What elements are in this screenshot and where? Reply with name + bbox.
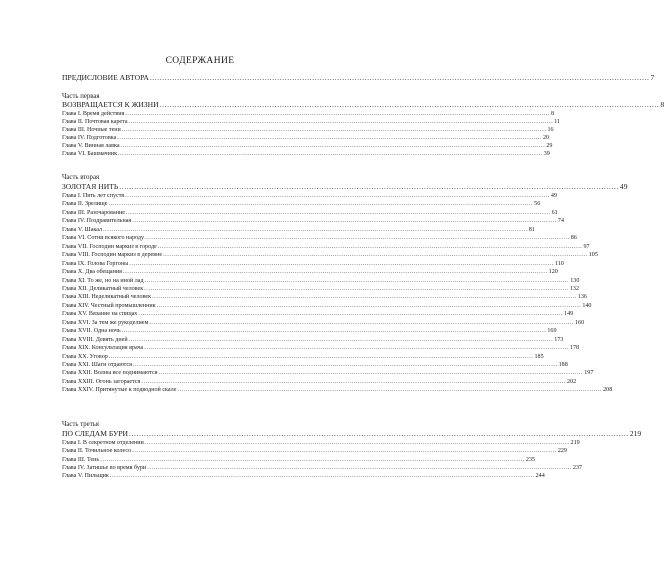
toc-entry-chapter[interactable] <box>62 217 564 225</box>
toc-entry-chapter[interactable] <box>62 209 558 217</box>
entry-page: 149 <box>564 311 574 318</box>
toc-entry-chapter[interactable] <box>62 386 613 394</box>
entry-label: Глава XIX. Консультация врача <box>62 345 144 352</box>
toc-entry-chapter[interactable] <box>62 142 553 150</box>
entry-label: Глава XI. То же, но на иной лад <box>62 277 144 284</box>
toc-entry-chapter[interactable] <box>62 336 564 344</box>
leader-dots: ........................................................................................................................................................................................................ <box>177 387 603 394</box>
entry-page: 120 <box>548 269 558 276</box>
leader-dots: ........................................................................................................................................................................................................ <box>119 182 619 191</box>
entry-label: ВОЗВРАЩАЕТСЯ К ЖИЗНИ <box>62 100 159 109</box>
leader-dots: ........................................................................................................................................................................................................ <box>163 252 588 259</box>
toc-entry-chapter[interactable] <box>62 361 568 369</box>
leader-dots: ........................................................................................................................................................................................................ <box>157 243 583 250</box>
leader-dots: ........................................................................................................................................................................................................ <box>141 378 567 385</box>
entry-page: 173 <box>554 336 564 343</box>
toc-entry-chapter[interactable] <box>62 243 590 251</box>
toc-entry-chapter[interactable] <box>62 251 598 259</box>
toc-entry-chapter[interactable] <box>62 472 545 480</box>
entry-page: 140 <box>582 302 592 309</box>
toc-entry-chapter[interactable] <box>62 439 580 447</box>
leader-dots: ........................................................................................................................................................................................................ <box>125 111 550 117</box>
entry-label: Глава V. Винная лавка <box>62 142 120 149</box>
leader-dots: ........................................................................................................................................................................................................ <box>128 118 554 125</box>
entry-page: 132 <box>569 285 579 292</box>
toc-entry-chapter[interactable] <box>62 302 592 310</box>
entry-label: Глава XV. Вязание на спицах <box>62 311 138 318</box>
toc-entry-chapter[interactable] <box>62 226 535 234</box>
leader-dots: ........................................................................................................................................................................................................ <box>108 353 534 360</box>
entry-page: 20 <box>542 134 550 141</box>
entry-label: Глава XXIV. Притянутые к подводной скале <box>62 387 177 394</box>
leader-dots: ........................................................................................................................................................................................................ <box>144 285 569 292</box>
leader-dots: ........................................................................................................................................................................................................ <box>132 448 557 455</box>
leader-dots: ........................................................................................................................................................................................................ <box>152 294 577 301</box>
entry-page: 197 <box>584 370 594 377</box>
entry-label: Глава I. Пять лет спустя <box>62 193 125 199</box>
toc-entry-chapter[interactable] <box>62 277 580 285</box>
toc-entry-chapter[interactable] <box>62 327 557 335</box>
leader-dots: ........................................................................................................................................................................................................ <box>125 209 551 216</box>
leader-dots: ........................................................................................................................................................................................................ <box>108 201 534 208</box>
entry-label: Глава VI. Башмачник <box>62 150 118 157</box>
entry-page: 105 <box>588 252 598 259</box>
entry-label: Глава V. Шакал <box>62 226 103 233</box>
entry-label: Глава XXIII. Огонь загорается <box>62 378 141 385</box>
entry-label: Глава III. Разочарование <box>62 209 125 216</box>
entry-label: Глава XXI. Шаги отдаются <box>62 362 132 368</box>
entry-page: 8 <box>660 100 664 109</box>
entry-page: 110 <box>554 260 564 267</box>
leader-dots: ........................................................................................................................................................................................................ <box>122 269 548 276</box>
leader-dots: ........................................................................................................................................................................................................ <box>118 150 543 157</box>
entry-page: 185 <box>534 353 544 360</box>
leader-dots: ........................................................................................................................................................................................................ <box>156 302 582 309</box>
entry-page: 237 <box>572 464 583 471</box>
toc-entry-chapter[interactable] <box>62 268 558 276</box>
leader-dots: ........................................................................................................................................................................................................ <box>129 260 554 267</box>
entry-page: 11 <box>554 118 561 125</box>
entry-label: ЗОЛОТАЯ НИТЬ <box>62 182 119 191</box>
entry-page: 160 <box>575 319 585 326</box>
entry-page: 169 <box>547 328 557 335</box>
entry-page: 130 <box>570 277 580 284</box>
toc-entry-chapter[interactable] <box>62 319 585 327</box>
toc-entry-chapter[interactable] <box>62 369 594 377</box>
part-label: Часть вторая <box>62 174 100 181</box>
leader-dots: ........................................................................................................................................................................................................ <box>144 440 570 446</box>
leader-dots: ........................................................................................................................................................................................................ <box>144 277 570 284</box>
entry-label: Глава III. Ночные тени <box>62 126 121 133</box>
toc-entry-chapter[interactable] <box>62 353 544 361</box>
entry-page: 235 <box>525 456 536 463</box>
toc-entry-chapter[interactable] <box>62 464 583 472</box>
entry-label: Глава XIII. Неделикатный человек <box>62 294 152 301</box>
toc-entry-chapter[interactable] <box>62 293 587 301</box>
entry-page: 136 <box>577 294 587 301</box>
entry-label: Глава V. Пильщик <box>62 473 109 480</box>
entry-label: Глава IV. Подготовка <box>62 134 117 141</box>
part-label: Часть третья <box>62 421 99 428</box>
toc-entry-chapter[interactable] <box>62 344 580 352</box>
toc-entry-chapter[interactable] <box>62 260 564 268</box>
entry-label: Глава X. Два обещания <box>62 269 122 276</box>
leader-dots: ........................................................................................................................................................................................................ <box>109 473 535 480</box>
toc-entry-chapter[interactable] <box>62 200 541 208</box>
leader-dots: ........................................................................................................................................................................................................ <box>128 336 554 343</box>
page-title: СОДЕРЖАНИЕ <box>165 56 235 66</box>
entry-page: 74 <box>557 218 564 225</box>
leader-dots: ........................................................................................................................................................................................................ <box>100 456 525 463</box>
entry-label: Глава III. Тень <box>62 456 100 463</box>
entry-label: Глава XII. Деликатный человек <box>62 285 144 292</box>
toc-entry-chapter[interactable] <box>62 150 550 158</box>
part-heading[interactable] <box>62 429 642 439</box>
leader-dots: ........................................................................................................................................................................................................ <box>138 311 564 318</box>
entry-page: 219 <box>570 440 580 446</box>
entry-label: ПО СЛЕДАМ БУРИ <box>62 429 129 438</box>
leader-dots: ........................................................................................................................................................................................................ <box>120 142 546 149</box>
entry-page: 208 <box>603 387 613 394</box>
leader-dots: ........................................................................................................................................................................................................ <box>147 464 572 471</box>
entry-label: ПРЕДИСЛОВИЕ АВТОРА <box>62 73 149 82</box>
entry-page: 16 <box>547 126 554 133</box>
entry-page: 229 <box>557 448 567 455</box>
leader-dots: ........................................................................................................................................................................................................ <box>121 328 547 335</box>
toc-entry-chapter[interactable] <box>62 234 577 242</box>
entry-page: 188 <box>558 362 568 368</box>
entry-page: 56 <box>534 201 541 208</box>
leader-dots: ........................................................................................................................................................................................................ <box>132 362 558 368</box>
entry-page: 81 <box>528 226 535 233</box>
entry-page: 8 <box>550 111 555 117</box>
leader-dots: ........................................................................................................................................................................................................ <box>159 100 660 109</box>
entry-page: 7 <box>650 73 655 82</box>
part-heading[interactable] <box>62 182 628 192</box>
part-label: Часть первая <box>62 93 100 100</box>
leader-dots: ........................................................................................................................................................................................................ <box>149 319 574 326</box>
entry-page: 86 <box>570 235 577 242</box>
leader-dots: ........................................................................................................................................................................................................ <box>144 345 569 352</box>
entry-label: Глава VIII. Господин маркиз в деревне <box>62 252 163 259</box>
toc-entry-preface[interactable] <box>62 73 655 83</box>
entry-page: 97 <box>583 243 590 250</box>
entry-label: Глава XVIII. Девять дней <box>62 336 128 343</box>
entry-label: Глава I. Время действия <box>62 111 125 117</box>
toc-entry-chapter[interactable] <box>62 456 536 464</box>
entry-page: 178 <box>569 345 580 352</box>
entry-label: Глава IV. Поздравительная <box>62 218 132 225</box>
entry-label: Глава XX. Уговор <box>62 353 108 360</box>
entry-label: Глава IV. Затишье во время бури <box>62 464 147 471</box>
entry-page: 29 <box>546 142 553 149</box>
leader-dots: ........................................................................................................................................................................................................ <box>125 193 550 199</box>
entry-label: Глава I. В секретном отделении <box>62 440 144 446</box>
entry-label: Глава XIV. Честный промышленник <box>62 302 156 309</box>
entry-page: 244 <box>535 473 545 480</box>
entry-page: 202 <box>567 378 577 385</box>
toc-entry-chapter[interactable] <box>62 192 557 200</box>
entry-label: Глава II. Зрелище <box>62 201 108 208</box>
entry-label: Глава XVI. За тем же рукоделием <box>62 319 149 326</box>
toc-entry-chapter[interactable] <box>62 378 577 386</box>
toc-entry-chapter[interactable] <box>62 126 554 134</box>
toc-entry-chapter[interactable] <box>62 118 561 126</box>
leader-dots: ........................................................................................................................................................................................................ <box>121 126 547 133</box>
entry-label: Глава VI. Сотни всякого народу <box>62 235 145 242</box>
leader-dots: ........................................................................................................................................................................................................ <box>129 429 629 438</box>
entry-page: 61 <box>551 209 558 216</box>
toc-entry-chapter[interactable] <box>62 285 579 293</box>
entry-page: 49 <box>619 182 628 191</box>
entry-label: Глава XVII. Одна ночь <box>62 328 121 335</box>
toc-entry-chapter[interactable] <box>62 134 550 142</box>
leader-dots: ........................................................................................................................................................................................................ <box>103 226 528 233</box>
leader-dots: ........................................................................................................................................................................................................ <box>145 235 570 242</box>
part-heading[interactable] <box>62 100 664 110</box>
toc-entry-chapter[interactable] <box>62 310 574 318</box>
leader-dots: ........................................................................................................................................................................................................ <box>149 73 650 82</box>
leader-dots: ........................................................................................................................................................................................................ <box>132 218 557 225</box>
entry-page: 39 <box>543 150 550 157</box>
entry-label: Глава II. Точильное колесо <box>62 448 132 455</box>
toc-entry-chapter[interactable] <box>62 447 567 455</box>
entry-page: 219 <box>629 429 642 438</box>
entry-label: Глава IX. Голова Горгоны <box>62 260 129 267</box>
entry-label: Глава XXII. Волны все поднимаются <box>62 370 158 377</box>
entry-label: Глава VII. Господин маркиз в городе <box>62 243 157 250</box>
entry-label: Глава II. Почтовая карета <box>62 118 128 125</box>
toc-entry-chapter[interactable] <box>62 110 555 118</box>
leader-dots: ........................................................................................................................................................................................................ <box>117 134 542 141</box>
leader-dots: ........................................................................................................................................................................................................ <box>158 370 584 377</box>
entry-page: 49 <box>550 193 557 199</box>
